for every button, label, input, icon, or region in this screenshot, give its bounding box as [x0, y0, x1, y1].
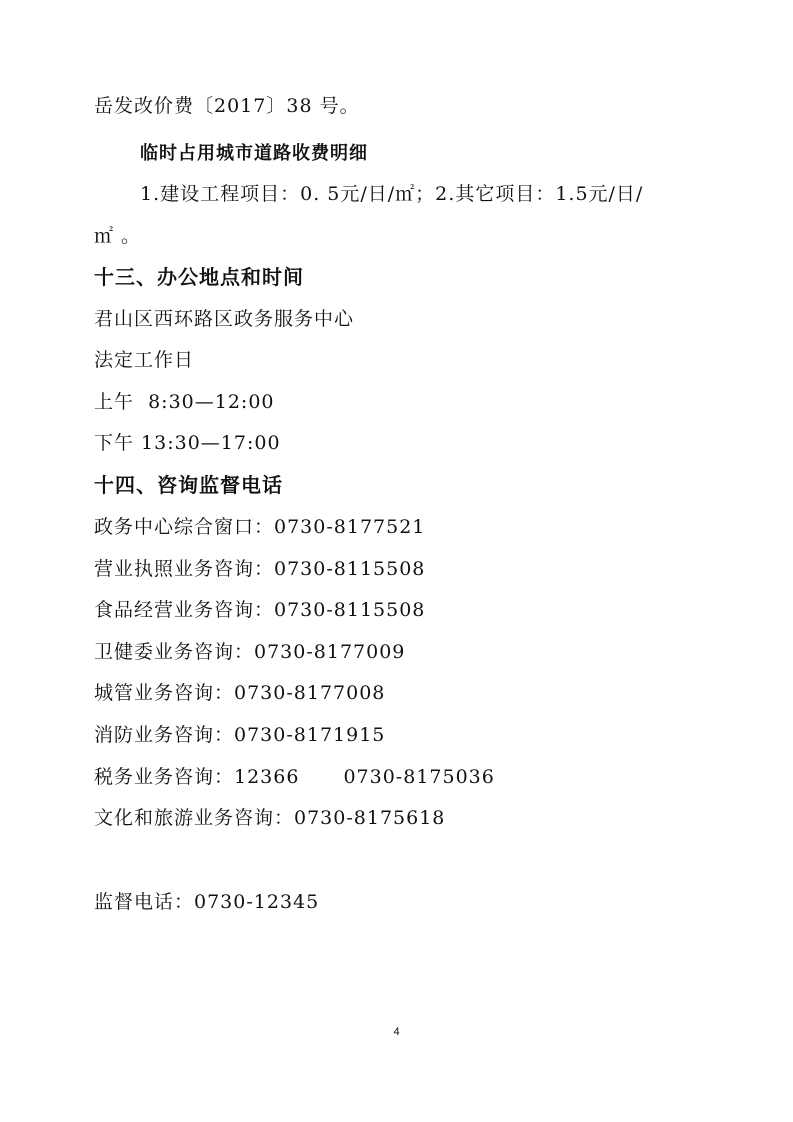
phone-line: 卫健委业务咨询：0730-8177009	[94, 641, 406, 663]
tax-phone-secondary: 0730-8175036	[343, 766, 495, 788]
phone-line: 食品经营业务咨询：0730-8115508	[94, 599, 426, 621]
culture-phone-line: 文化和旅游业务咨询：0730-8175618	[94, 807, 446, 829]
section-13-title: 十三、办公地点和时间	[94, 265, 304, 289]
tax-phone-line	[94, 765, 495, 789]
phone-line: 营业执照业务咨询：0730-8115508	[94, 558, 426, 580]
section-14-title: 十四、咨询监督电话	[94, 473, 283, 497]
fee-line-2: ㎡ 。	[94, 225, 142, 247]
work-days: 法定工作日	[94, 349, 195, 371]
phone-line: 政务中心综合窗口：0730-8177521	[94, 516, 426, 538]
tax-phone-primary: 税务业务咨询：12366	[94, 766, 300, 788]
page-number: 4	[393, 1026, 400, 1038]
phone-line: 城管业务咨询：0730-8177008	[94, 682, 386, 704]
phone-line: 消防业务咨询：0730-8171915	[94, 724, 386, 746]
office-address: 君山区西环路区政务服务中心	[94, 308, 355, 330]
morning-hours: 上午 8:30—12:00	[94, 391, 275, 413]
afternoon-hours: 下午 13:30—17:00	[94, 432, 281, 454]
fee-line-1: 1.建设工程项目：0. 5元/日/㎡；2.其它项目：1.5元/日/	[140, 183, 644, 205]
fee-detail-title: 临时占用城市道路收费明细	[140, 143, 368, 164]
reference-line: 岳发改价费〔2017〕38 号。	[94, 95, 360, 117]
supervision-phone-line: 监督电话：0730-12345	[94, 891, 320, 913]
